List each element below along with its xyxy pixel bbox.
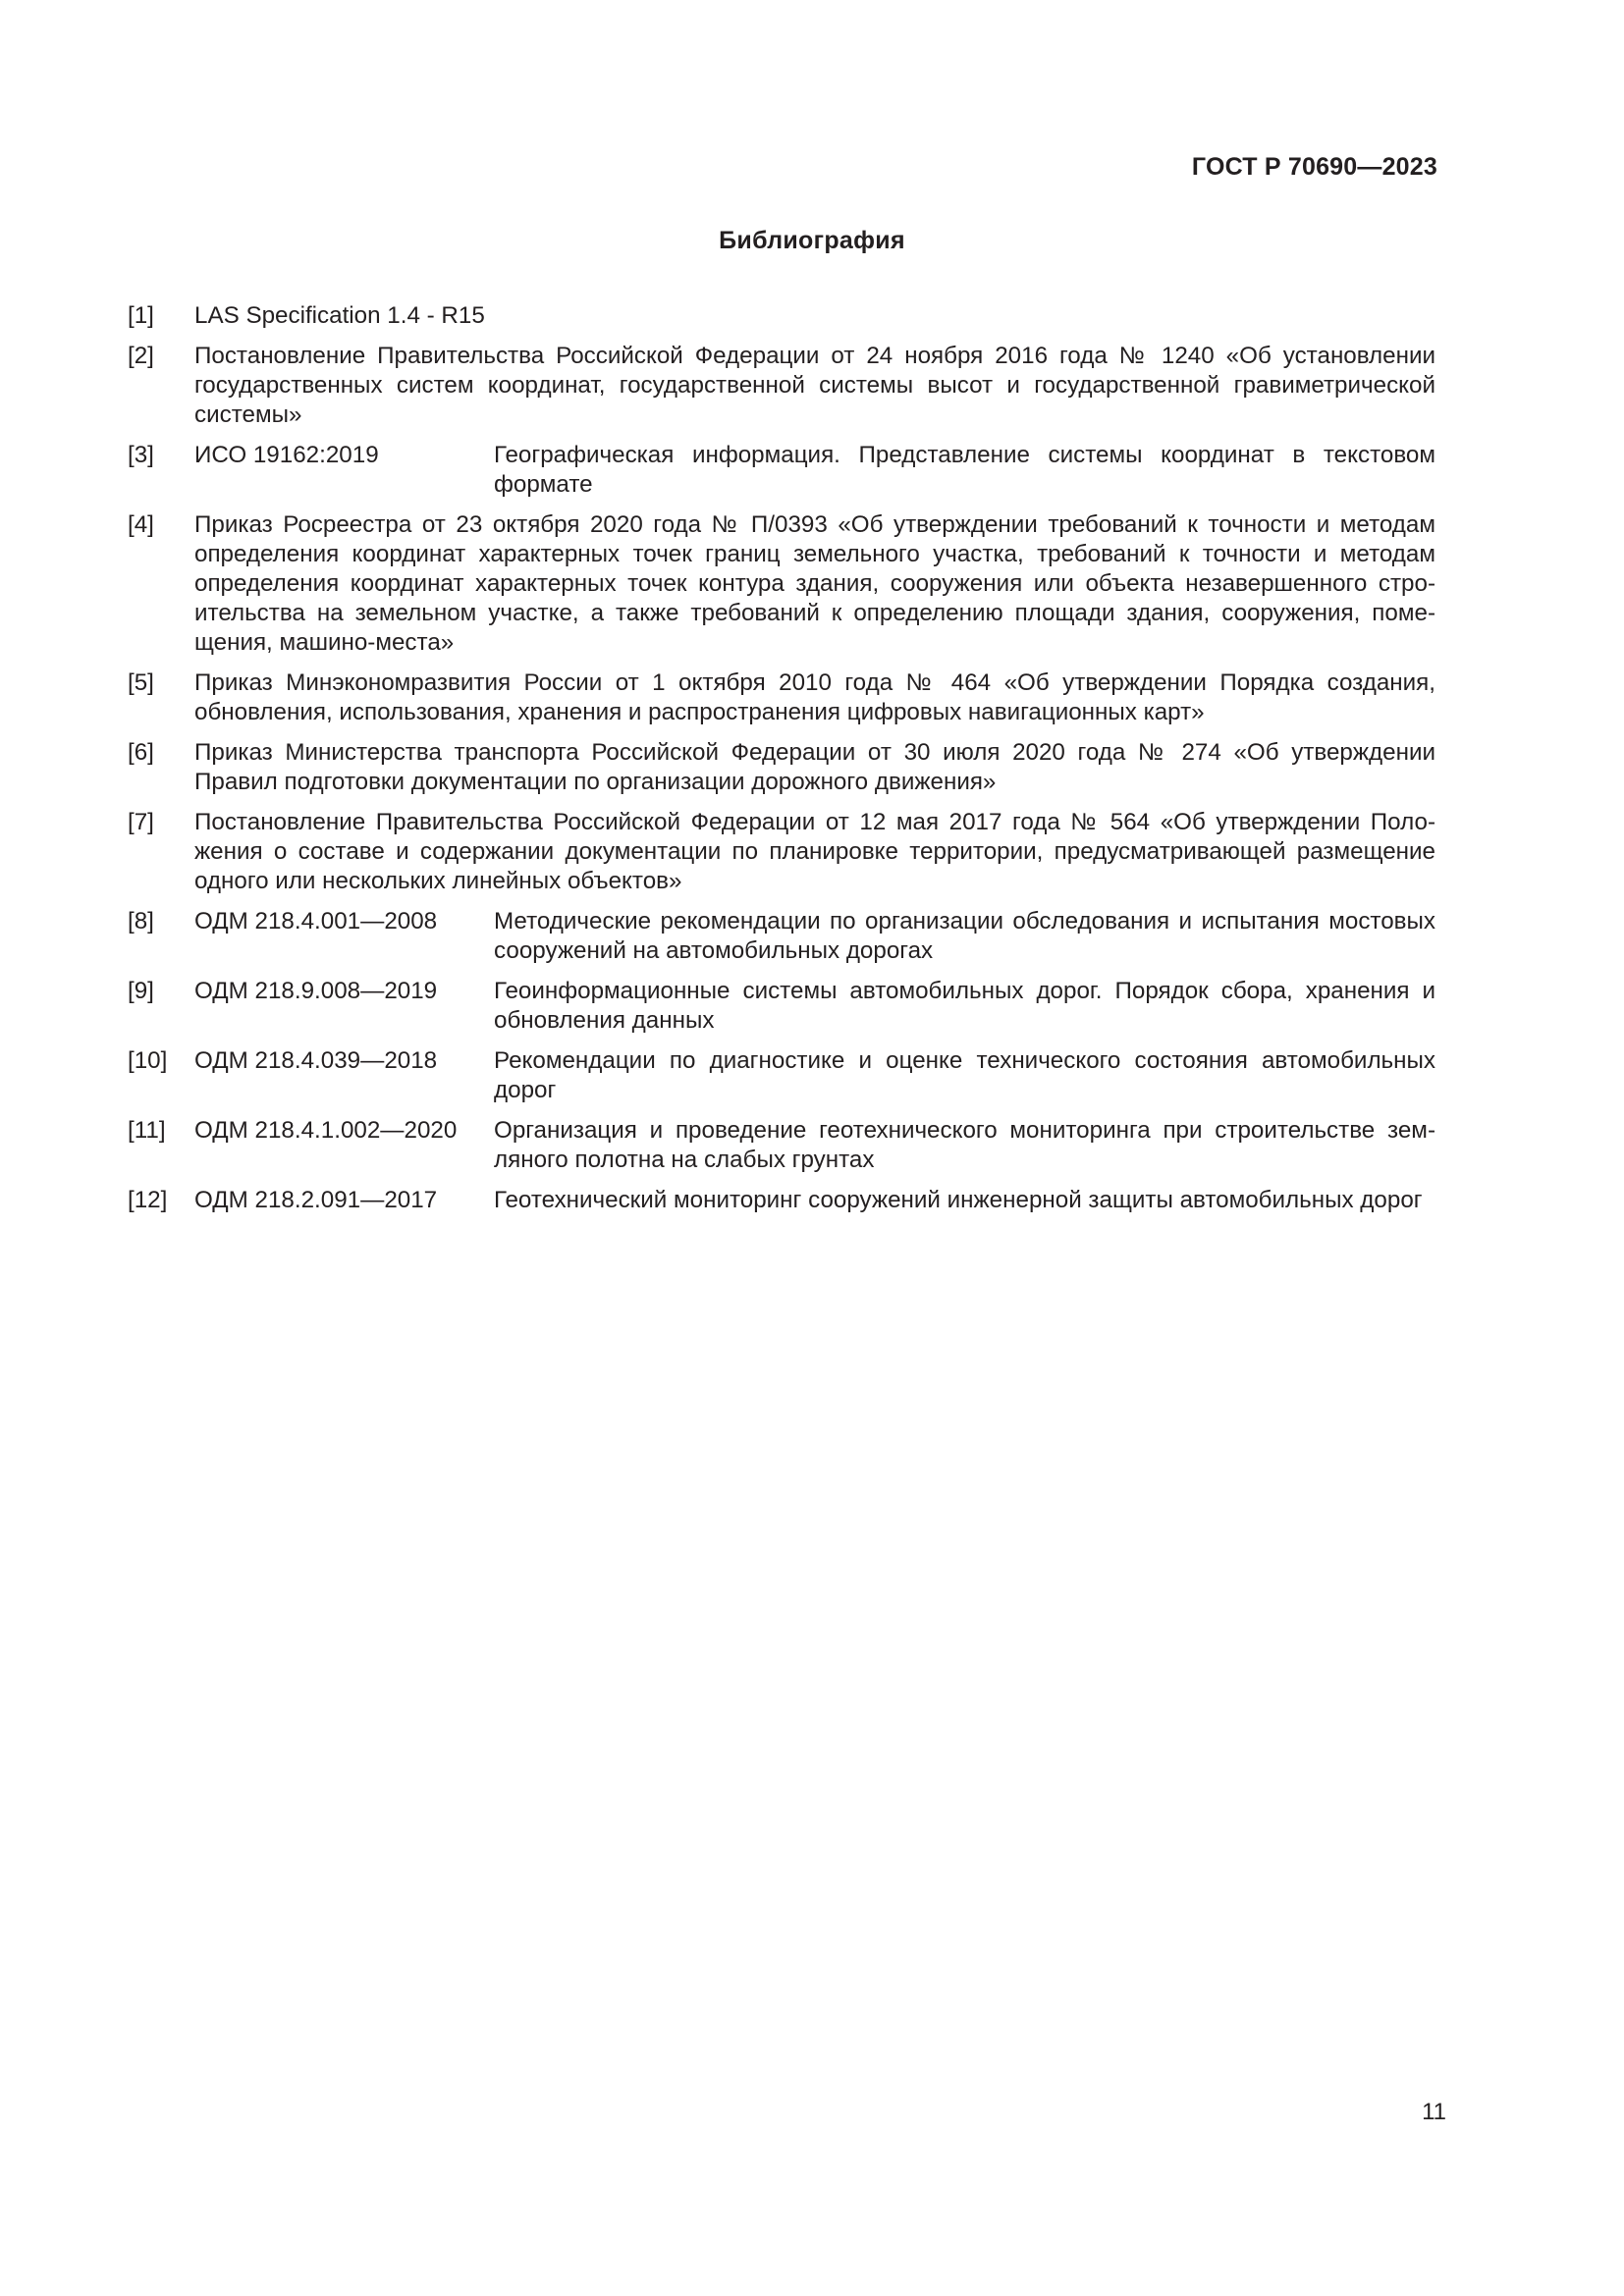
entry-number: [12] (128, 1187, 168, 1213)
entry-text: LAS Specification 1.4 - R15 (194, 302, 485, 329)
entry-code: ИСО 19162:2019 (194, 442, 379, 468)
entry-number: [1] (128, 302, 154, 329)
entry-description: Методические рекомендации по организации обследования и испытания мостовых сооружений на автомобильных дорогах (494, 908, 1435, 964)
entry-number: [10] (128, 1047, 168, 1074)
entry-number: [9] (128, 978, 154, 1004)
entry-number: [4] (128, 511, 154, 538)
bibliography-entry-4 (128, 510, 1435, 658)
entry-code: ОДМ 218.4.1.002—2020 (194, 1117, 458, 1144)
bibliography-entry-12 (128, 1186, 1435, 1215)
entry-text: Приказ Минэкономразвития России от 1 октября 2010 года № 464 «Об утверждении Порядка создания, обновления, использования, хранения и распространения цифровых навигационных карт» (194, 669, 1435, 725)
entry-description: Организация и проведение геотехнического мониторинга при строительстве земляного полотна на слабых грунтах (494, 1117, 1435, 1173)
entry-description: Геоинформационные системы автомобильных дорог. Порядок сбора, хранения и обновления данных (494, 978, 1435, 1034)
entry-description: Рекомендации по диагностике и оценке технического состояния автомобильных дорог (494, 1047, 1435, 1103)
entry-text: Постановление Правительства Российской Федерации от 12 мая 2017 года № 564 «Об утверждении Положения о составе и содержании документации по планировке территории, предусматривающей размещение одного или нескольких линейных объектов» (194, 809, 1435, 894)
entry-number: [11] (128, 1117, 166, 1144)
bibliography-entry-1 (128, 301, 1435, 331)
entry-code: ОДМ 218.4.039—2018 (194, 1047, 438, 1074)
entry-number: [6] (128, 739, 154, 766)
bibliography-entry-11 (128, 1116, 1435, 1175)
bibliography-entry-2 (128, 342, 1435, 430)
bibliography-entry-6 (128, 738, 1435, 797)
bibliography-list (128, 301, 1435, 1226)
entry-number: [2] (128, 343, 154, 369)
entry-number: [7] (128, 809, 154, 835)
entry-text: Постановление Правительства Российской Федерации от 24 ноября 2016 года № 1240 «Об установлении государственных систем координат, государственной системы высот и государственной гравиметрической системы» (194, 343, 1435, 428)
bibliography-entry-5 (128, 668, 1435, 727)
document-standard-id: ГОСТ Р 70690—2023 (1191, 153, 1437, 181)
entry-text: Приказ Министерства транспорта Российской Федерации от 30 июля 2020 года № 274 «Об утверждении Правил подготовки документации по организации дорожного движения» (194, 739, 1435, 795)
entry-number: [3] (128, 442, 154, 468)
entry-number: [5] (128, 669, 154, 696)
entry-text: Приказ Росреестра от 23 октября 2020 года № П/0393 «Об утверждении требований к точности и методам определения координат характерных точек границ земельного участка, требований к точности и методам определения координат характерных точек контура здания, сооружения или объекта незавершенного строительства на земельном участке, а также требований к определению площади здания, сооружения, помещения, машино-места» (194, 511, 1435, 656)
entry-code: ОДМ 218.2.091—2017 (194, 1187, 438, 1213)
bibliography-entry-9 (128, 977, 1435, 1036)
entry-description: Географическая информация. Представление системы координат в текстовом формате (494, 442, 1435, 498)
entry-code: ОДМ 218.9.008—2019 (194, 978, 438, 1004)
bibliography-entry-3 (128, 441, 1435, 500)
bibliography-entry-8 (128, 907, 1435, 966)
entry-number: [8] (128, 908, 154, 934)
section-title: Библиография (719, 227, 905, 254)
entry-description: Геотехнический мониторинг сооружений инженерной защиты автомобильных дорог (494, 1187, 1423, 1213)
bibliography-entry-10 (128, 1046, 1435, 1105)
bibliography-entry-7 (128, 808, 1435, 896)
entry-code: ОДМ 218.4.001—2008 (194, 908, 438, 934)
page-number: 11 (1422, 2099, 1446, 2125)
